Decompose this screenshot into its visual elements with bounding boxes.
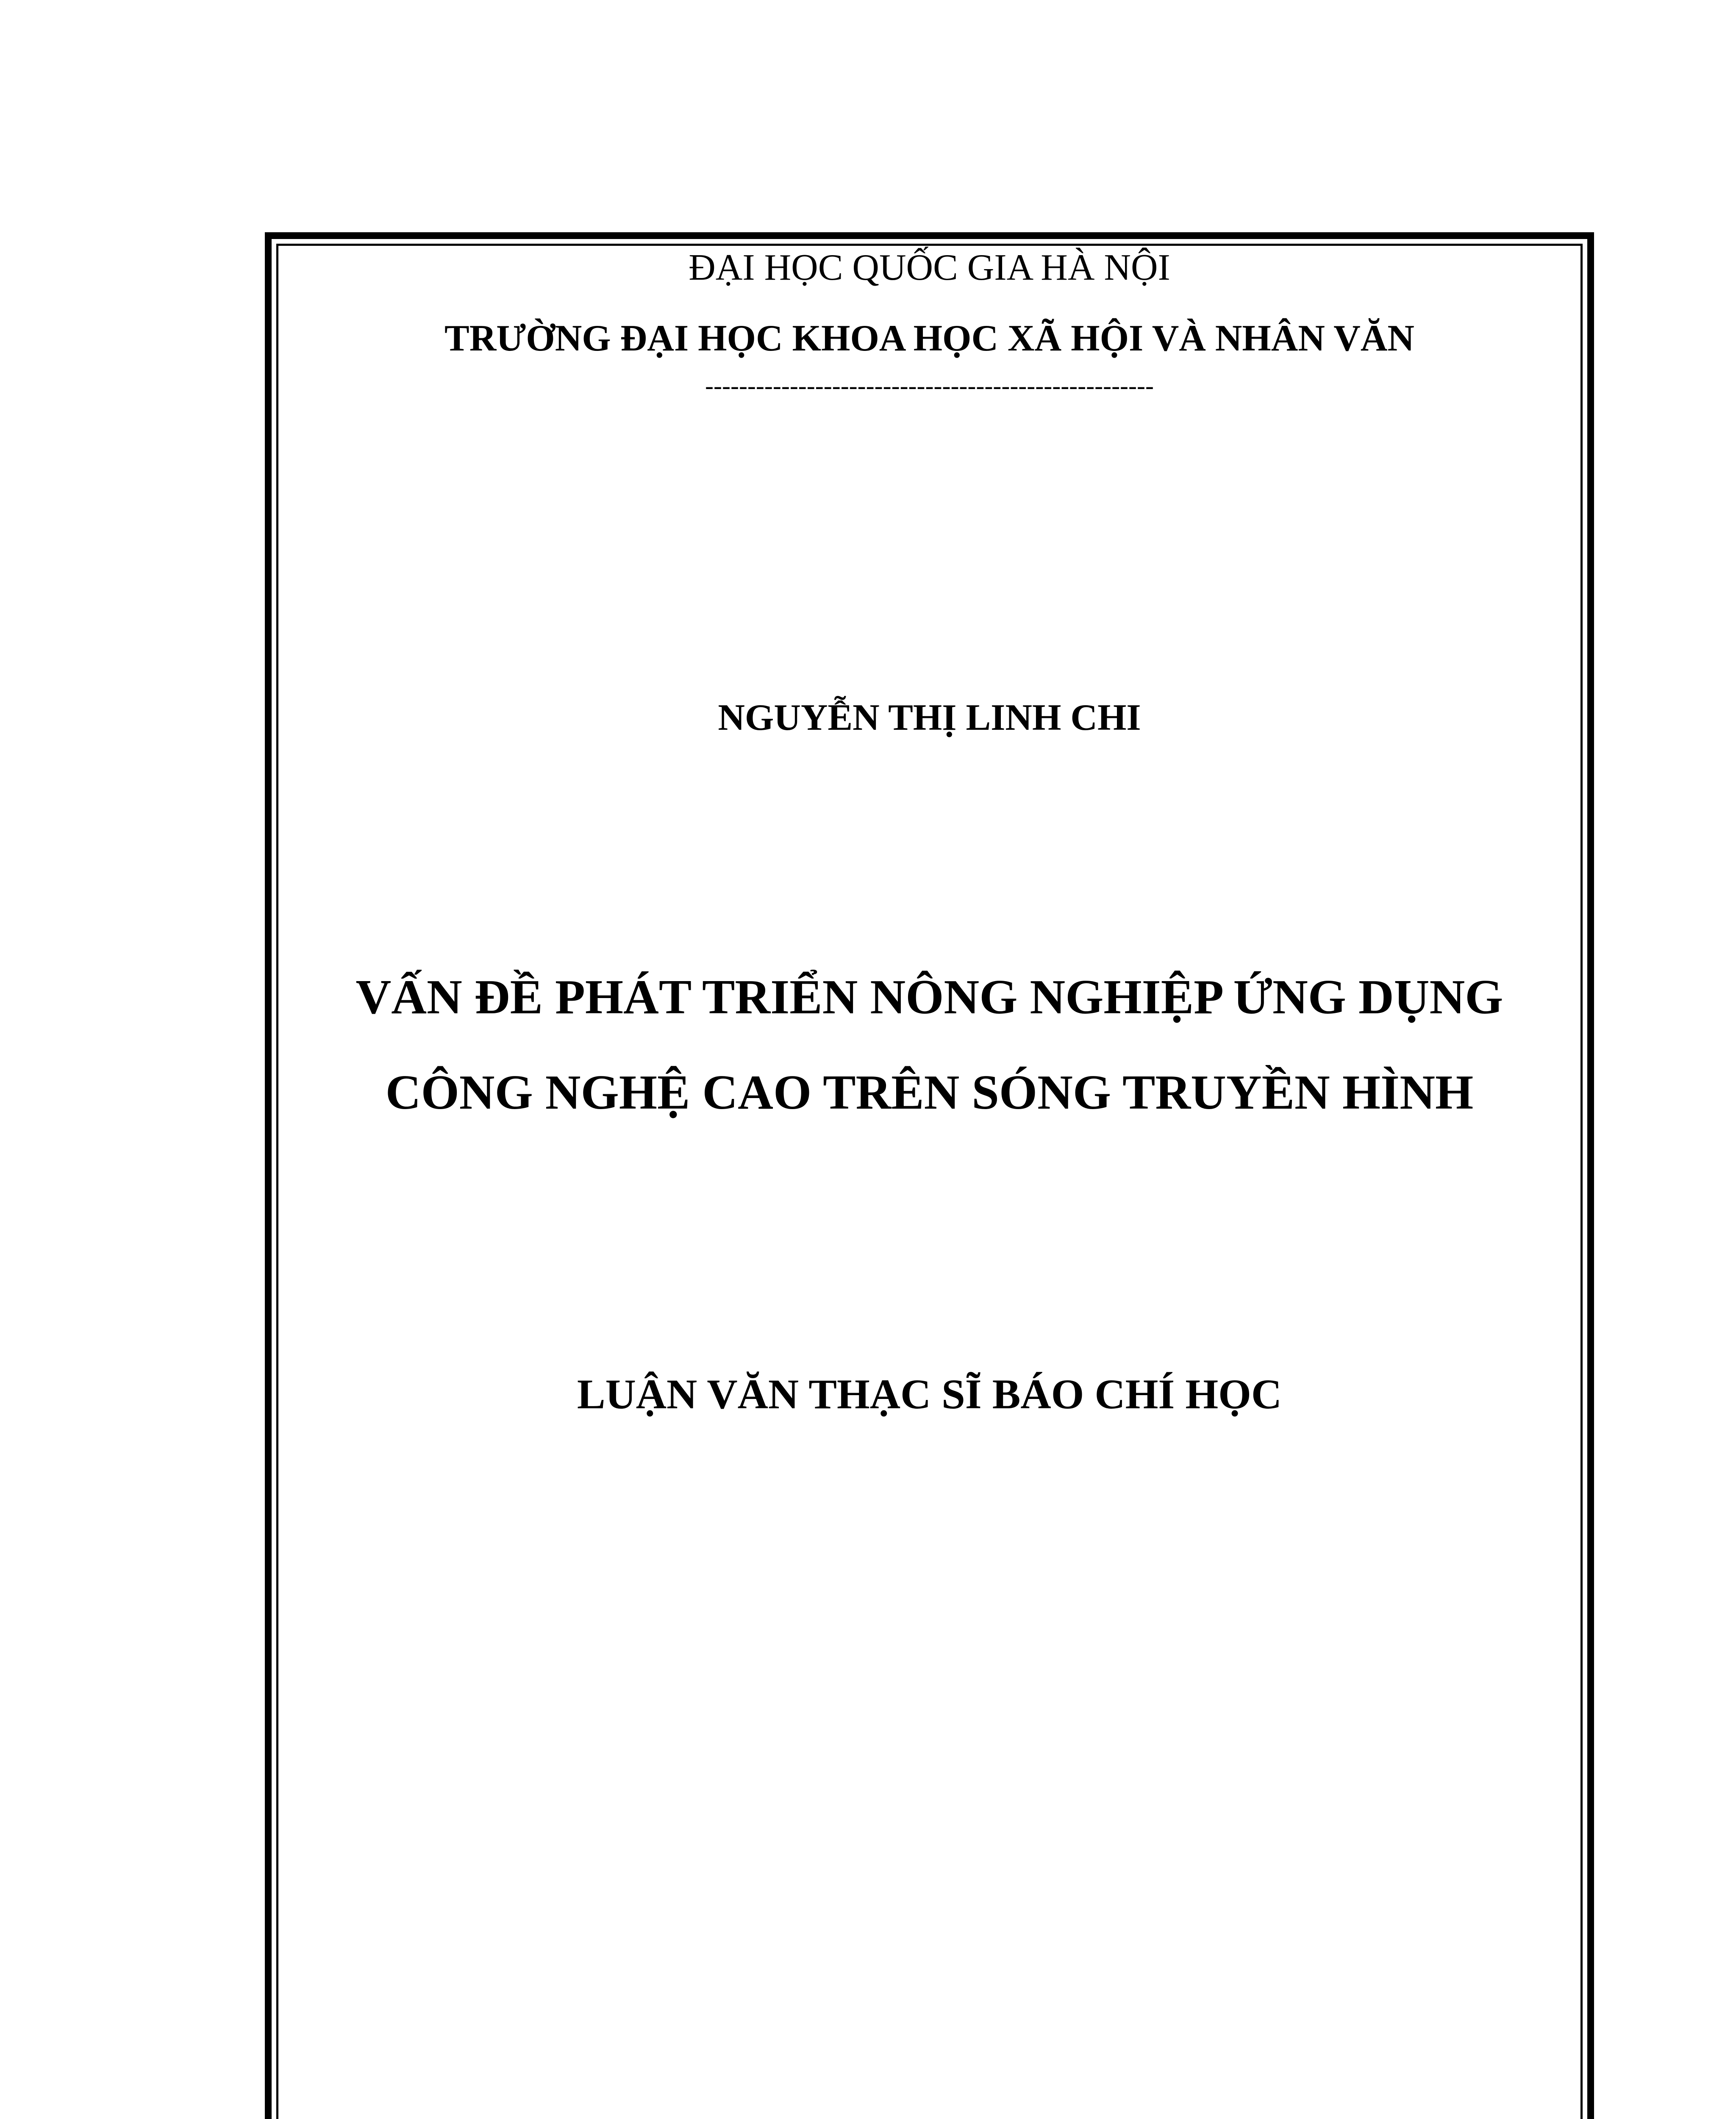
thesis-title-line-2: CÔNG NGHỆ CAO TRÊN SÓNG TRUYỀN HÌNH bbox=[385, 1065, 1474, 1120]
degree-type: LUẬN VĂN THẠC SĨ BÁO CHÍ HỌC bbox=[577, 1371, 1282, 1418]
thesis-title-line-1: VẤN ĐỀ PHÁT TRIỂN NÔNG NGHIỆP ỨNG DỤNG bbox=[356, 970, 1503, 1024]
cover-frame-inner bbox=[276, 244, 1583, 2119]
author-name: NGUYỄN THỊ LINH CHI bbox=[718, 697, 1141, 738]
university-name: ĐẠI HỌC QUỐC GIA HÀ NỘI bbox=[689, 247, 1170, 288]
header-divider: ----------------------------------------------------- bbox=[705, 372, 1154, 400]
faculty-name: TRƯỜNG ĐẠI HỌC KHOA HỌC XÃ HỘI VÀ NHÂN VĂN bbox=[444, 318, 1414, 359]
